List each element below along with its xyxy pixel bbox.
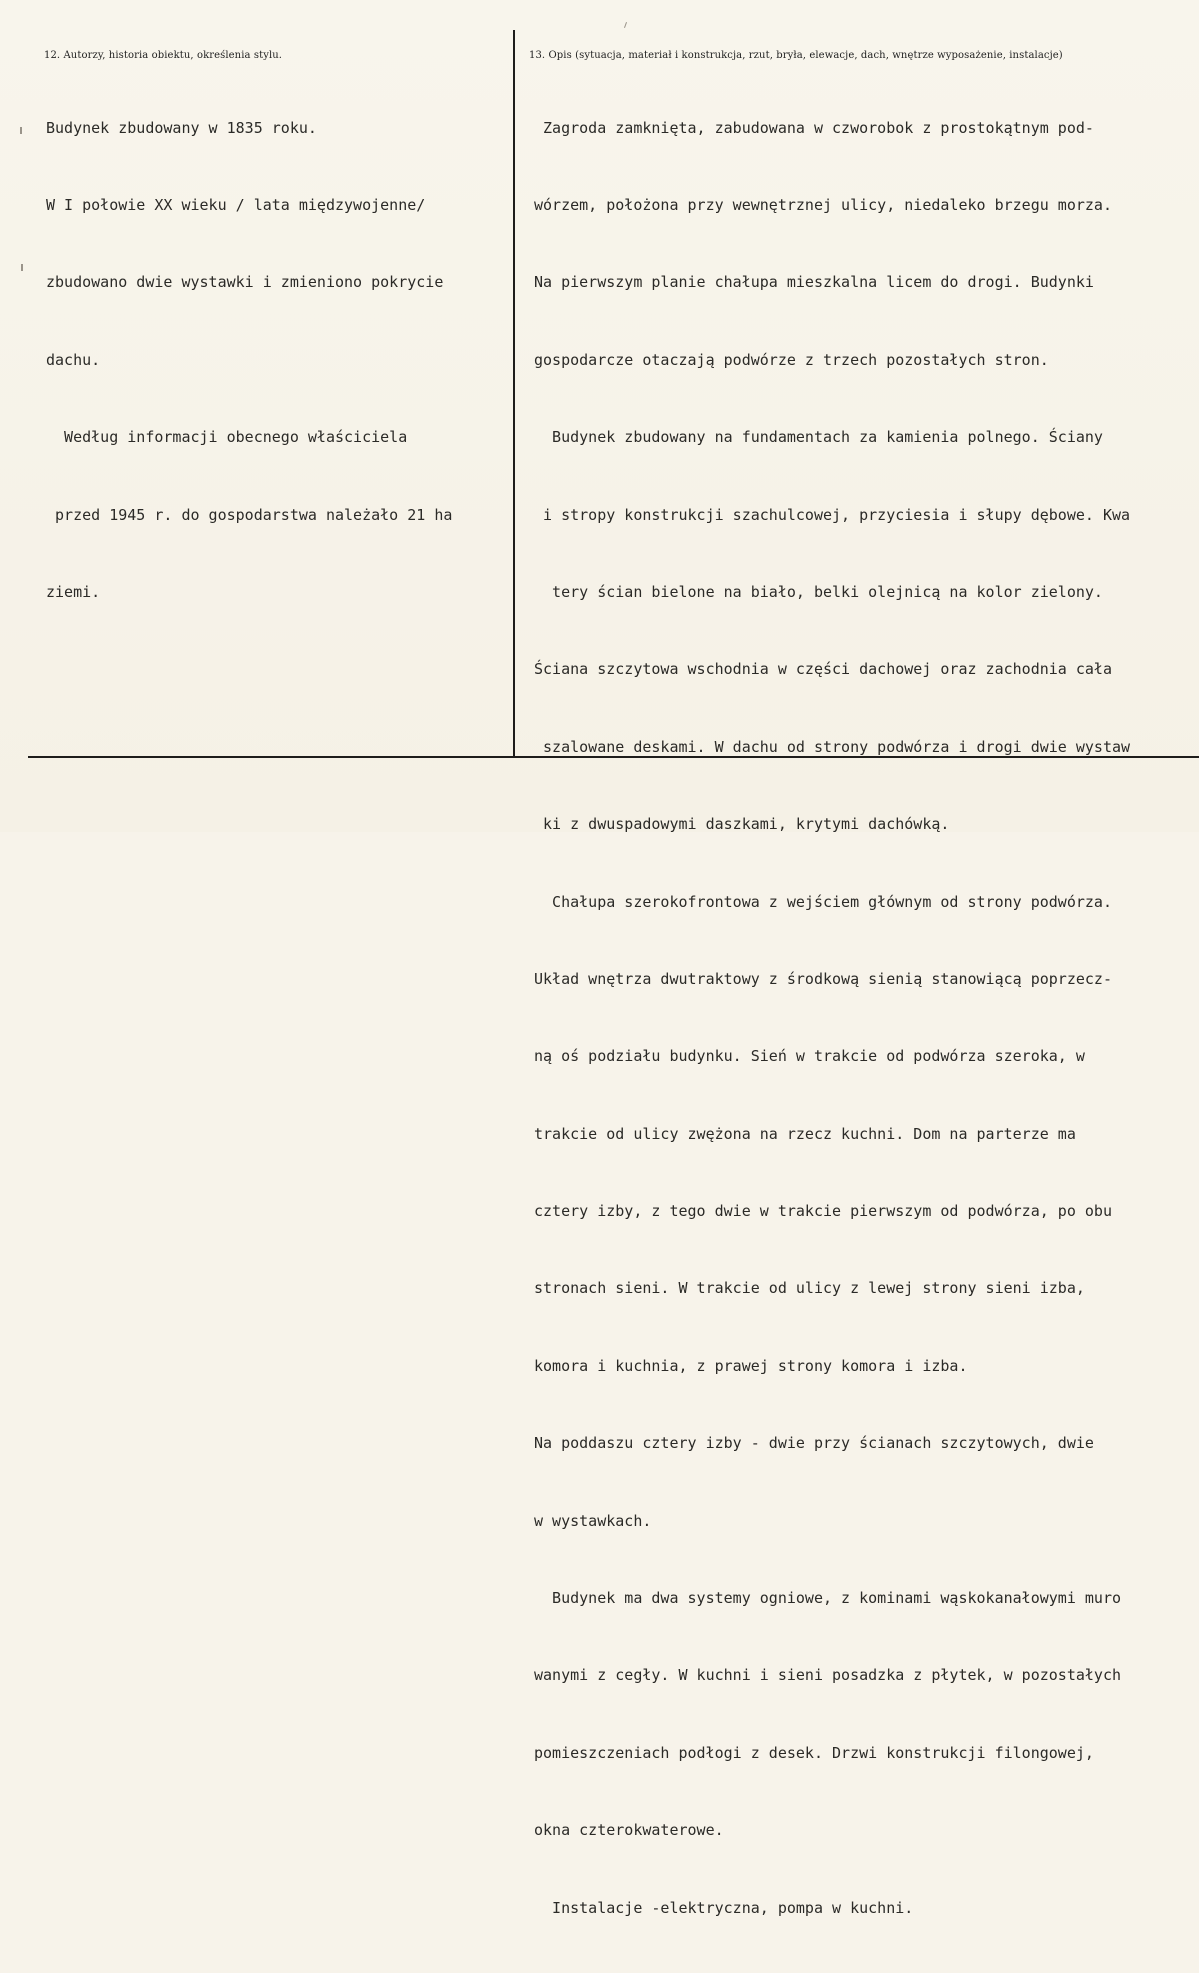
text-line: Budynek zbudowany na fundamentach za kamienia polnego. Ściany bbox=[534, 428, 1103, 447]
text-line: ki z dwuspadowymi daszkami, krytymi dachówką. bbox=[534, 815, 950, 834]
text-line: wórzem, położona przy wewnętrznej ulicy, niedaleko brzegu morza. bbox=[534, 195, 1112, 214]
text-line: cztery izby, z tego dwie w trakcie pierwszym od podwórza, po obu bbox=[534, 1202, 1112, 1221]
text-line: przed 1945 r. do gospodarstwa należało 21 ha bbox=[46, 505, 453, 524]
text-line: szalowane deskami. W dachu od strony podwórza i drogi dwie wystaw bbox=[534, 737, 1131, 756]
text-line: ziemi. bbox=[46, 582, 101, 601]
column-divider bbox=[513, 30, 515, 756]
text-line: Chałupa szerokofrontowa z wejściem głównym od strony podwórza. bbox=[534, 892, 1112, 911]
text-line: Budynek ma dwa systemy ogniowe, z kominami wąskokanałowymi muro bbox=[534, 1589, 1121, 1608]
section-13-text bbox=[534, 64, 1199, 1973]
text-line: komora i kuchnia, z prawej strony komora i izba. bbox=[534, 1356, 968, 1375]
margin-mark bbox=[20, 127, 22, 134]
text-line: Budynek zbudowany w 1835 roku. bbox=[46, 118, 317, 137]
text-line: stronach sieni. W trakcie od ulicy z lewej strony sieni izba, bbox=[534, 1279, 1085, 1298]
text-line: tery ścian bielone na biało, belki olejnicą na kolor zielony. bbox=[534, 582, 1103, 601]
text-line: Zagroda zamknięta, zabudowana w czworobok z prostokątnym pod- bbox=[534, 118, 1094, 137]
section-13-header: 13. Opis (sytuacja, materiał i konstrukcja, rzut, bryła, elewacje, dach, wnętrze wyposażenie, instalacje) bbox=[529, 50, 1063, 61]
text-line: gospodarcze otaczają podwórze z trzech pozostałych stron. bbox=[534, 350, 1049, 369]
text-line: Układ wnętrza dwutraktowy z środkową sienią stanowiącą poprzecz- bbox=[534, 969, 1112, 988]
text-line: Instalacje -elektryczna, pompa w kuchni. bbox=[534, 1898, 914, 1917]
text-line: Na pierwszym planie chałupa mieszkalna licem do drogi. Budynki bbox=[534, 273, 1094, 292]
text-line: zbudowano dwie wystawki i zmieniono pokrycie bbox=[46, 273, 444, 292]
text-line: dachu. bbox=[46, 350, 101, 369]
text-line: W I połowie XX wieku / lata międzywojenne/ bbox=[46, 195, 426, 214]
text-line: Według informacji obecnego właściciela bbox=[46, 428, 408, 447]
section-12-header: 12. Autorzy, historia obiektu, określenia stylu. bbox=[44, 50, 283, 61]
text-line: wanymi z cegły. W kuchni i sieni posadzka z płytek, w pozostałych bbox=[534, 1666, 1121, 1685]
text-line: pomieszczeniach podłogi z desek. Drzwi konstrukcji filongowej, bbox=[534, 1743, 1094, 1762]
text-line: w wystawkach. bbox=[534, 1511, 652, 1530]
section-12-text bbox=[46, 64, 506, 657]
margin-mark bbox=[21, 264, 23, 271]
text-line: trakcie od ulicy zwężona na rzecz kuchni. Dom na parterze ma bbox=[534, 1124, 1076, 1143]
text-line: Na poddaszu cztery izby - dwie przy ścianach szczytowych, dwie bbox=[534, 1434, 1094, 1453]
text-line: Ściana szczytowa wschodnia w części dachowej oraz zachodnia cała bbox=[534, 660, 1112, 679]
text-line: i stropy konstrukcji szachulcowej, przyciesia i słupy dębowe. Kwa bbox=[534, 505, 1131, 524]
text-line: okna czterokwaterowe. bbox=[534, 1821, 724, 1840]
margin-mark bbox=[624, 22, 627, 28]
text-line: ną oś podziału budynku. Sień w trakcie od podwórza szeroka, w bbox=[534, 1047, 1085, 1066]
